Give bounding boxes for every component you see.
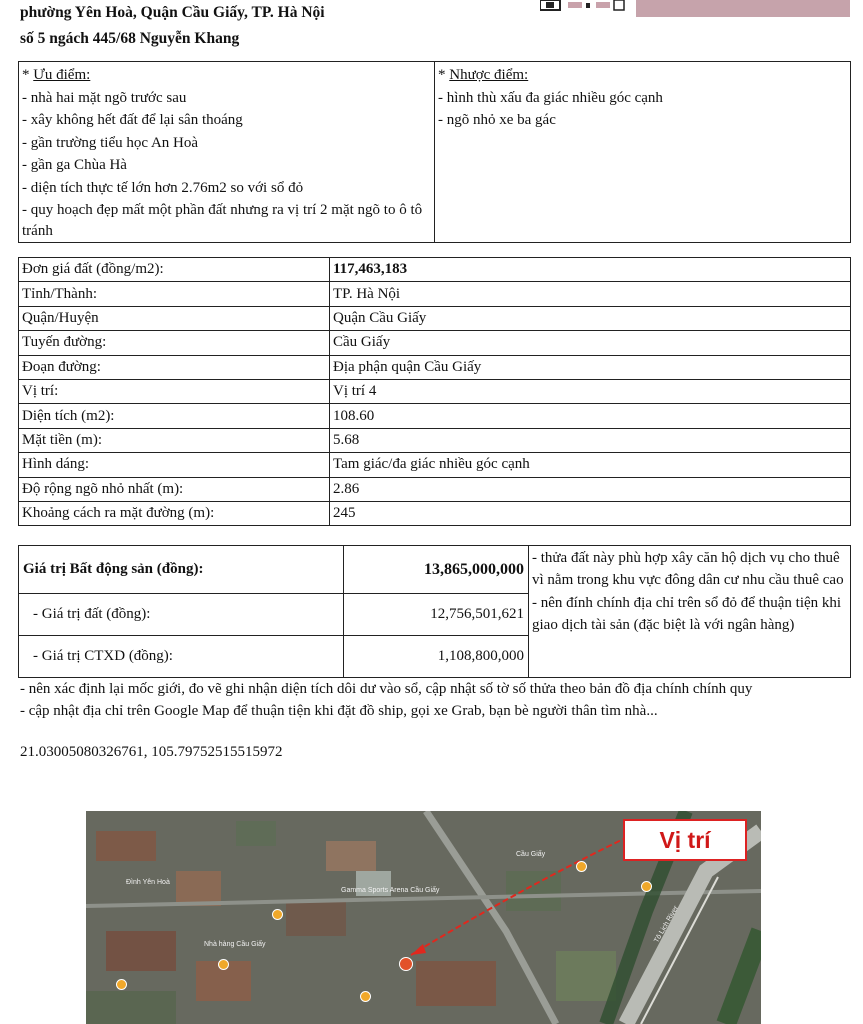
row-value: Vị trí 4 bbox=[330, 379, 695, 403]
table-row bbox=[19, 355, 851, 379]
pros-heading: * Ưu điểm: bbox=[22, 67, 91, 83]
row-value: 117,463,183 bbox=[330, 258, 695, 282]
land-value: 12,756,501,621 bbox=[344, 594, 529, 636]
poi-pin-icon bbox=[360, 991, 371, 1002]
cons-item: - hình thù xấu đa giác nhiều góc cạnh bbox=[438, 89, 663, 106]
header-decoration bbox=[636, 0, 850, 17]
row-label: Mặt tiền (m): bbox=[19, 428, 330, 452]
valuation-note: - thửa đất này phù hợp xây căn hộ dịch vụ cho thuê vì nằm trong khu vực đông dân cư nhu cầu thuê cao bbox=[532, 550, 844, 589]
row-value: 2.86 bbox=[330, 477, 695, 501]
table-row bbox=[19, 258, 851, 282]
property-info-table bbox=[18, 257, 851, 526]
poi-pin-icon bbox=[576, 861, 587, 872]
pros-item: - gần trường tiểu học An Hoà bbox=[22, 134, 199, 151]
qr-fragment-icon bbox=[540, 0, 630, 12]
total-value: 13,865,000,000 bbox=[344, 546, 529, 594]
ctxd-value: 1,108,800,000 bbox=[344, 636, 529, 678]
table-row bbox=[19, 501, 851, 525]
row-value: Tam giác/đa giác nhiều góc cạnh bbox=[330, 453, 695, 477]
valuation-table bbox=[18, 545, 851, 678]
location-marker-icon bbox=[399, 957, 413, 971]
total-value-label: Giá trị Bất động sản (đồng): bbox=[19, 546, 344, 594]
pros-item: - xây không hết đất để lại sân thoáng bbox=[22, 112, 243, 129]
table-row bbox=[19, 282, 851, 306]
poi-pin-icon bbox=[218, 959, 229, 970]
table-row bbox=[19, 546, 851, 594]
table-row bbox=[19, 453, 851, 477]
poi-pin-icon bbox=[272, 909, 283, 920]
pros-column bbox=[19, 62, 435, 242]
row-label: Quận/Huyện bbox=[19, 306, 330, 330]
note-line: - cập nhật địa chỉ trên Google Map để thuận tiện khi đặt đồ ship, gọi xe Grab, bạn bè người thân tìm nhà... bbox=[20, 702, 658, 719]
map-place-label: Đình Yên Hoà bbox=[126, 879, 170, 886]
row-value: TP. Hà Nội bbox=[330, 282, 695, 306]
note-line: - nên xác định lại mốc giới, đo vẽ ghi nhận diện tích dôi dư vào sổ, cập nhật số tờ số thửa theo bản đồ địa chính chính quy bbox=[20, 681, 753, 697]
map-location-label: Vị trí bbox=[623, 819, 747, 861]
map-place-label: Gamma Sports Arena Cầu Giấy bbox=[341, 887, 440, 894]
map-place-label: Cầu Giấy bbox=[516, 851, 546, 858]
header-street-line: số 5 ngách 445/68 Nguyễn Khang bbox=[20, 30, 240, 47]
row-label: Diện tích (m2): bbox=[19, 404, 330, 428]
row-label: Đoạn đường: bbox=[19, 355, 330, 379]
poi-pin-icon bbox=[116, 979, 127, 990]
valuation-notes bbox=[529, 546, 851, 678]
ctxd-value-label: - Giá trị CTXD (đồng): bbox=[19, 636, 344, 678]
table-row bbox=[19, 477, 851, 501]
row-label: Tuyến đường: bbox=[19, 331, 330, 355]
row-value: Quận Cầu Giấy bbox=[330, 306, 695, 330]
row-label: Khoảng cách ra mặt đường (m): bbox=[19, 501, 330, 525]
header-address-line: phường Yên Hoà, Quận Cầu Giấy, TP. Hà Nội bbox=[20, 4, 325, 21]
row-value: 5.68 bbox=[330, 428, 695, 452]
cons-column bbox=[435, 62, 850, 242]
table-row bbox=[19, 306, 851, 330]
row-label: Tỉnh/Thành: bbox=[19, 282, 330, 306]
poi-pin-icon bbox=[641, 881, 652, 892]
satellite-map bbox=[86, 811, 761, 1024]
cons-heading: * Nhược điểm: bbox=[438, 67, 529, 83]
row-label: Hình dáng: bbox=[19, 453, 330, 477]
row-label: Vị trí: bbox=[19, 379, 330, 403]
table-row bbox=[19, 428, 851, 452]
pros-cons-box bbox=[18, 61, 851, 243]
row-label: Đơn giá đất (đồng/m2): bbox=[19, 258, 330, 282]
map-place-label: Tô Lịch River bbox=[653, 904, 680, 945]
row-label: Độ rộng ngõ nhỏ nhất (m): bbox=[19, 477, 330, 501]
row-value: 108.60 bbox=[330, 404, 695, 428]
recommendation-notes bbox=[20, 679, 845, 722]
pros-item: - gần ga Chùa Hà bbox=[22, 157, 127, 174]
land-value-label: - Giá trị đất (đồng): bbox=[19, 594, 344, 636]
table-row bbox=[19, 404, 851, 428]
cons-item: - ngõ nhỏ xe ba gác bbox=[438, 112, 556, 129]
pros-item: - nhà hai mặt ngõ trước sau bbox=[22, 89, 187, 106]
table-row bbox=[19, 331, 851, 355]
map-place-label: Nhà hàng Cầu Giấy bbox=[204, 941, 266, 948]
row-value: 245 bbox=[330, 501, 695, 525]
row-value: Cầu Giấy bbox=[330, 331, 695, 355]
pros-item: - diện tích thực tế lớn hơn 2.76m2 so với sổ đỏ bbox=[22, 179, 304, 196]
table-row bbox=[19, 379, 851, 403]
valuation-note: - nên đính chính địa chỉ trên sổ đỏ để thuận tiện khi giao dịch tài sản (đặc biệt là với ngân hàng) bbox=[532, 594, 842, 634]
row-value: Địa phận quận Cầu Giấy bbox=[330, 355, 695, 379]
gps-coordinates: 21.03005080326761, 105.79752515515972 bbox=[20, 744, 283, 760]
pros-item: - quy hoạch đẹp mất một phần đất nhưng ra vị trí 2 mặt ngõ to ô tô tránh bbox=[22, 201, 423, 239]
